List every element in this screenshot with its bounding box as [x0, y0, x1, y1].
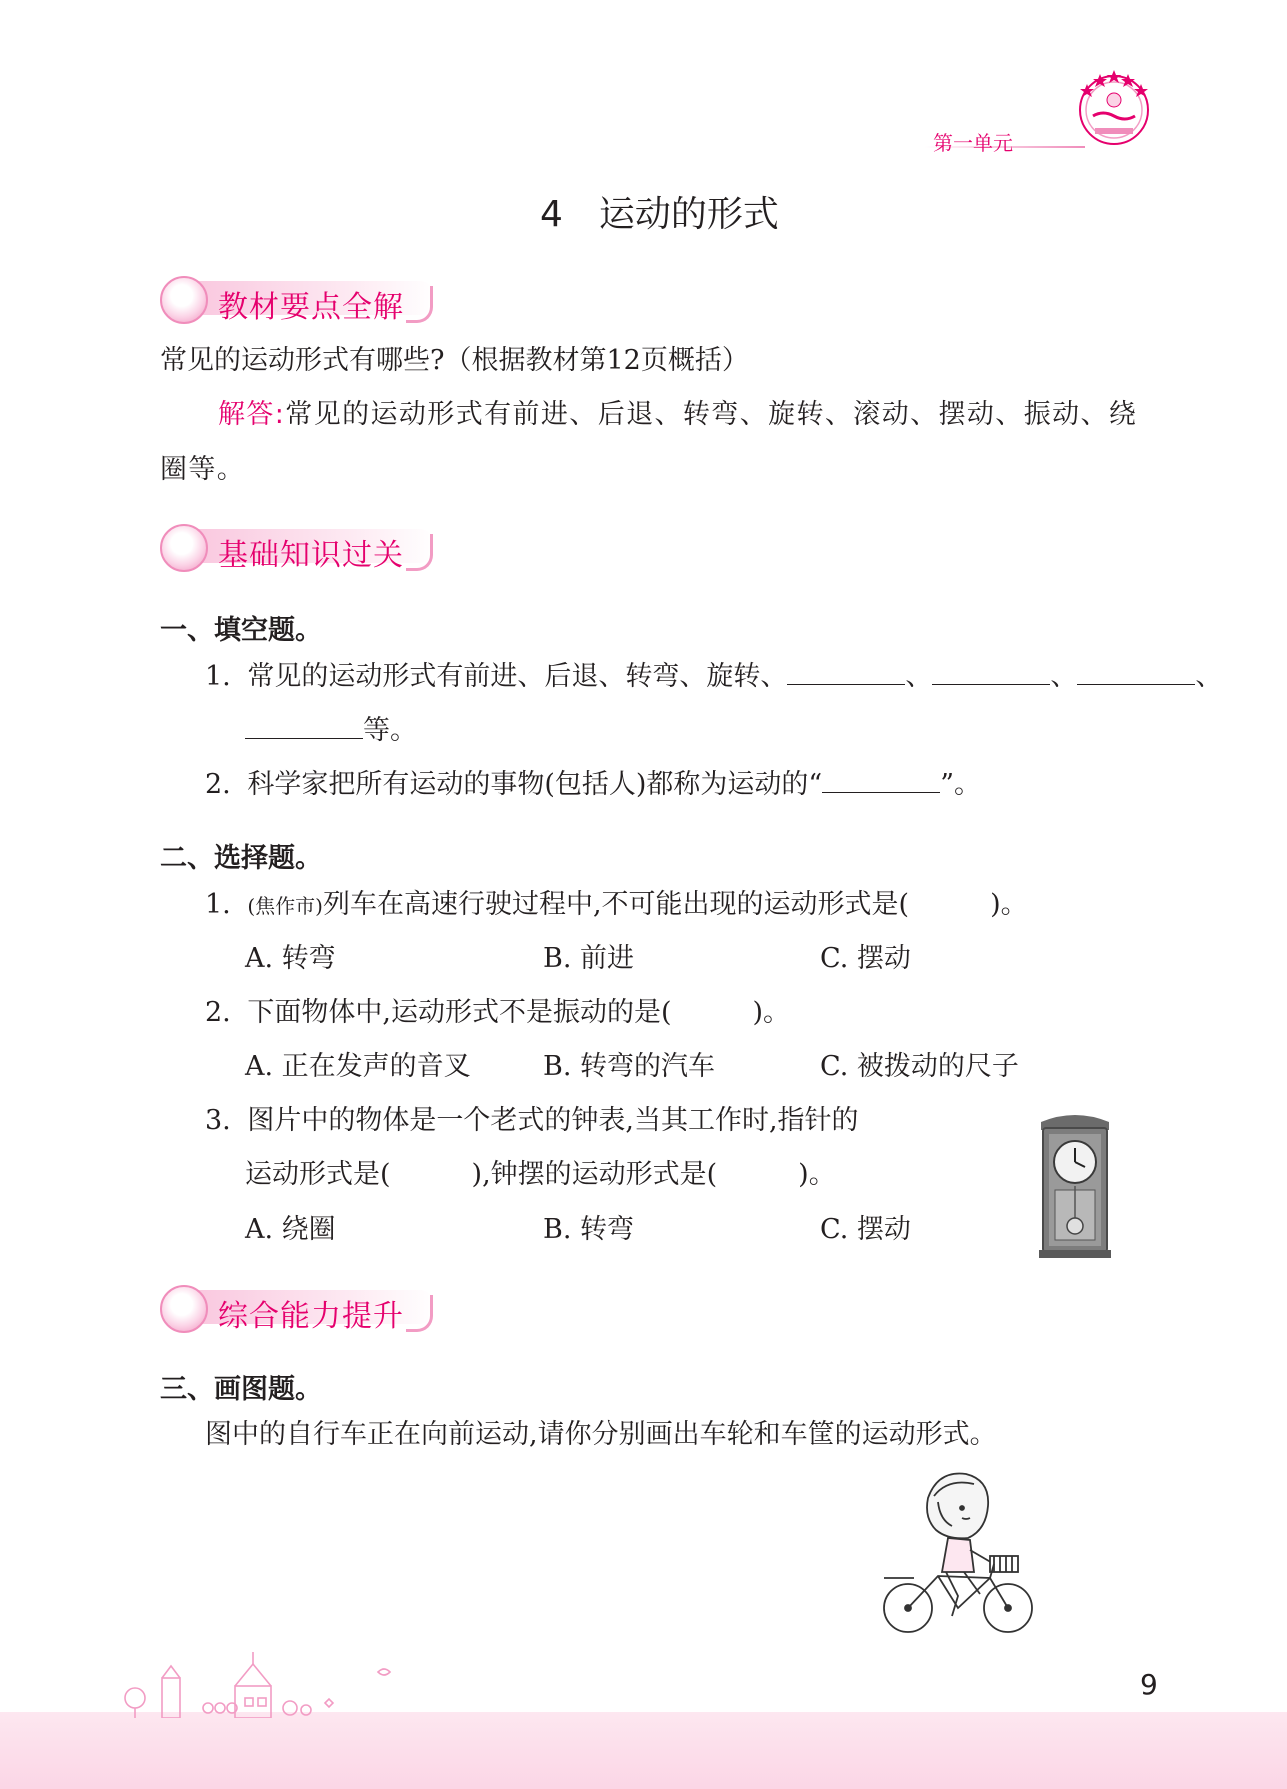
fill-question-2: [205, 770, 981, 798]
choice-question-3: [205, 1107, 859, 1134]
cartoon-avatar-icon: [160, 1285, 208, 1333]
banner-title: 教材要点全解: [218, 290, 404, 325]
option-c[interactable]: C. 被拨动的尺子: [820, 1051, 1019, 1082]
banner-title: 基础知识过关: [218, 538, 404, 573]
answer-label: 解答:: [218, 399, 286, 430]
banner-curl: [406, 286, 433, 323]
publisher-logo: [1073, 66, 1155, 148]
answer-blank[interactable]: [787, 662, 905, 685]
lesson-title: 4 运动的形式: [540, 194, 779, 235]
option-b[interactable]: B. 转弯: [543, 1214, 635, 1245]
answer-text-1: 常见的运动形式有前进、后退、转弯、旋转、滚动、摆动、振动、绕: [285, 399, 1138, 430]
question-text: 下面物体中,运动形式不是振动的是( )。: [247, 997, 791, 1028]
answer-blank[interactable]: [822, 770, 940, 793]
option-a[interactable]: A. 转弯: [245, 943, 336, 974]
question-end: 等。: [363, 715, 417, 746]
separator: 、: [1195, 661, 1223, 692]
separator: 、: [1050, 661, 1078, 692]
cartoon-avatar-icon: [160, 524, 208, 572]
option-c[interactable]: C. 摆动: [820, 943, 911, 974]
choice-question-2: [205, 999, 790, 1026]
section-banner-basic-knowledge: [156, 522, 446, 574]
fill-blank-heading: 一、填空题。: [160, 615, 322, 646]
option-b[interactable]: B. 前进: [543, 943, 635, 974]
banner-curl: [406, 1295, 433, 1332]
page-number: 9: [1140, 1668, 1158, 1701]
option-b[interactable]: B. 转弯的汽车: [543, 1051, 716, 1082]
section-banner-key-points: [156, 274, 446, 326]
choice-question-3-cont: 运动形式是( ),钟摆的运动形式是( )。: [245, 1159, 836, 1190]
drawing-prompt: 图中的自行车正在向前运动,请你分别画出车轮和车筐的运动形式。: [205, 1419, 997, 1450]
footer-town-decoration: [120, 1648, 420, 1718]
section-banner-comprehensive: [156, 1283, 446, 1335]
option-a[interactable]: A. 绕圈: [245, 1214, 336, 1245]
answer-blank[interactable]: [932, 662, 1050, 685]
question-number: 2.: [205, 769, 231, 800]
choice-question-1: [205, 891, 1028, 918]
question-number: 2.: [205, 997, 231, 1028]
option-c[interactable]: C. 摆动: [820, 1214, 911, 1245]
option-a[interactable]: A. 正在发声的音叉: [245, 1051, 471, 1082]
unit-label: 第一单元: [933, 131, 1013, 155]
girl-riding-bicycle-illustration: [878, 1468, 1038, 1636]
answer-blank[interactable]: [1077, 662, 1195, 685]
answer-line-1: [218, 401, 1137, 428]
question-number: 1.: [205, 661, 231, 692]
separator: 、: [905, 661, 933, 692]
banner-title: 综合能力提升: [218, 1299, 404, 1334]
question-text: 科学家把所有运动的事物(包括人)都称为运动的“: [247, 769, 823, 800]
question-end: ”。: [940, 769, 982, 800]
question-text: 列车在高速行驶过程中,不可能出现的运动形式是( )。: [322, 889, 1028, 920]
choice-heading: 二、选择题。: [160, 843, 322, 874]
question-text: 图片中的物体是一个老式的钟表,当其工作时,指针的: [247, 1105, 859, 1136]
key-question: 常见的运动形式有哪些?（根据教材第12页概括）: [160, 345, 749, 376]
question-number: 3.: [205, 1105, 231, 1136]
banner-curl: [406, 534, 433, 571]
question-source: (焦作市): [247, 894, 323, 918]
answer-blank[interactable]: [245, 716, 363, 739]
pendulum-clock-illustration: [1035, 1110, 1115, 1260]
answer-line-2: 圈等。: [160, 454, 246, 485]
fill-question-1-cont: [245, 716, 417, 744]
cartoon-avatar-icon: [160, 276, 208, 324]
drawing-heading: 三、画图题。: [160, 1374, 322, 1405]
fill-question-1: [205, 662, 1222, 690]
question-number: 1.: [205, 889, 231, 920]
question-text: 常见的运动形式有前进、后退、转弯、旋转、: [247, 661, 788, 692]
footer-band: [0, 1712, 1287, 1789]
